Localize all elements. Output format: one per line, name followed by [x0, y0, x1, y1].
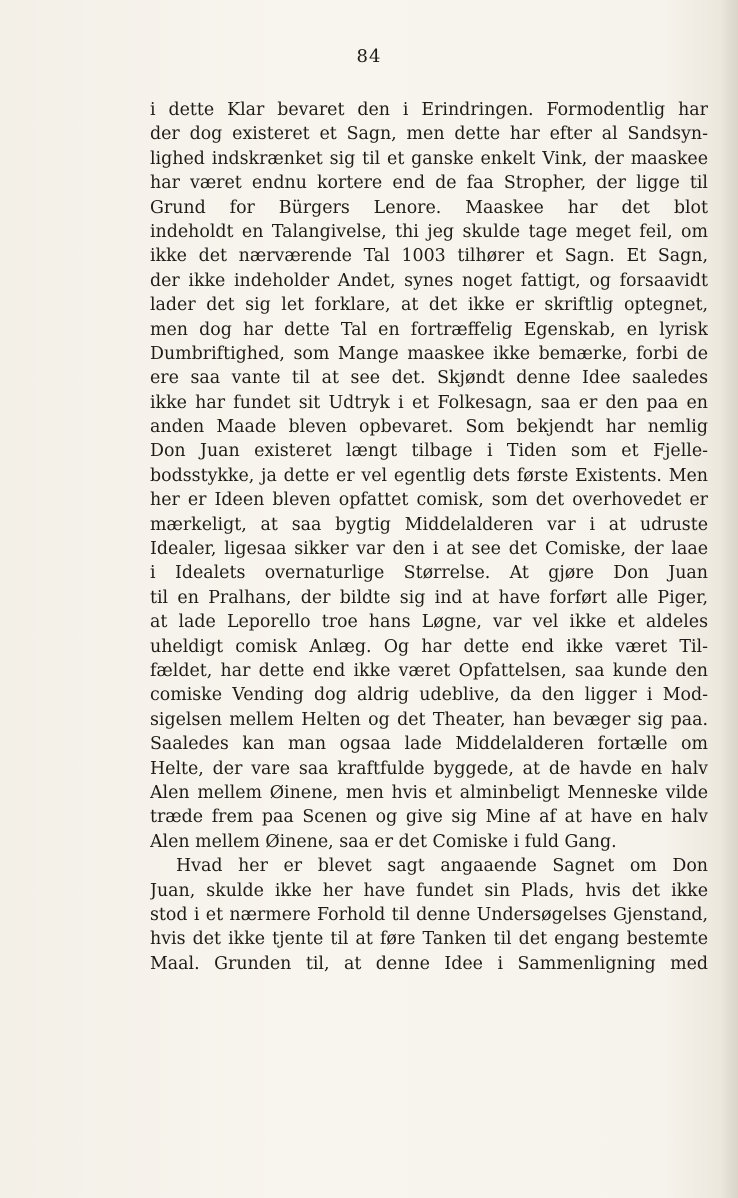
text-line: lader det sig let forklare, at det ikke er skriftlig optegnet, [150, 295, 708, 316]
text-line: Alen mellem Øinene, saa er det Comiske i fuld Gang. [150, 831, 617, 852]
body-text [150, 98, 708, 976]
text-line: Maal. Grunden til, at denne Idee i Sammenligning med [150, 953, 708, 974]
text-line: Juan, skulde ikke her have fundet sin Plads, hvis det ikke [150, 880, 708, 901]
text-line: stod i et nærmere Forhold til denne Undersøgelses Gjenstand, [150, 904, 708, 925]
text-line: Saaledes kan man ogsaa lade Middelalderen fortælle om [150, 734, 708, 755]
text-line: hvis det ikke tjente til at føre Tanken til det engang bestemte [150, 929, 708, 950]
text-line: ere saa vante til at see det. Skjøndt denne Idee saaledes [150, 368, 708, 389]
text-line: mærkeligt, at saa bygtig Middelalderen var i at udruste [150, 514, 708, 535]
text-line: anden Maade bleven opbevaret. Som bekjendt har nemlig [150, 417, 708, 438]
text-line: i dette Klar bevaret den i Erindringen. Formodentlig har [150, 100, 708, 120]
text-line: Don Juan existeret længt tilbage i Tiden som et Fjelle- [150, 441, 708, 462]
text-line: lighed indskrænket sig til et ganske enkelt Vink, der maaskee [150, 148, 708, 169]
text-line: i Idealets overnaturlige Størrelse. At gjøre Don Juan [150, 563, 708, 584]
text-line: indeholdt en Talangivelse, thi jeg skulde tage meget feil, om [150, 221, 708, 242]
text-line: sigelsen mellem Helten og det Theater, han bevæger sig paa. [150, 709, 708, 730]
text-line: uheldigt comisk Anlæg. Og har dette end ikke været Til- [150, 636, 708, 657]
page-number: 84 [356, 46, 382, 67]
text-line: her er Ideen bleven opfattet comisk, som det overhovedet er [150, 490, 708, 511]
text-line: til en Pralhans, der bildte sig ind at have forført alle Piger, [150, 587, 708, 608]
text-line: Idealer, ligesaa sikker var den i at see det Comiske, der laae [150, 539, 708, 560]
text-line: ikke har fundet sit Udtryk i et Folkesagn, saa er den paa en [150, 392, 708, 413]
text-line: træde frem paa Scenen og give sig Mine af at have en halv [150, 807, 708, 828]
text-line: fældet, har dette end ikke været Opfattelsen, saa kunde den [150, 660, 708, 681]
text-line: ikke det nærværende Tal 1003 tilhører et Sagn. Et Sagn, [150, 246, 708, 267]
text-line: Alen mellem Øinene, men hvis et alminbeligt Menneske vilde [150, 782, 708, 803]
text-line: Dumbriftighed, som Mange maaskee ikke bemærke, forbi de [150, 343, 708, 364]
text-line: der dog existeret et Sagn, men dette har efter al Sandsyn- [150, 124, 708, 145]
text-line: Helte, der vare saa kraftfulde byggede, at de havde en halv [150, 758, 708, 779]
text-line: men dog har dette Tal en fortræffelig Egenskab, en lyrisk [150, 319, 708, 340]
text-line: bodsstykke, ja dette er vel egentlig dets første Existents. Men [150, 465, 708, 486]
text-line: comiske Vending dog aldrig udeblive, da den ligger i Mod- [150, 685, 708, 706]
page-edge-shadow [720, 0, 738, 1198]
text-line: Grund for Bürgers Lenore. Maaskee har det blot [150, 197, 708, 218]
text-line: der ikke indeholder Andet, synes noget fattigt, og forsaavidt [150, 270, 708, 291]
text-line: at lade Leporello troe hans Løgne, var vel ikke et aldeles [150, 612, 708, 633]
text-line-paragraph-start: Hvad her er blevet sagt angaaende Sagnet om Don [176, 856, 708, 877]
text-line: har været endnu kortere end de faa Stropher, der ligge til [150, 173, 708, 194]
